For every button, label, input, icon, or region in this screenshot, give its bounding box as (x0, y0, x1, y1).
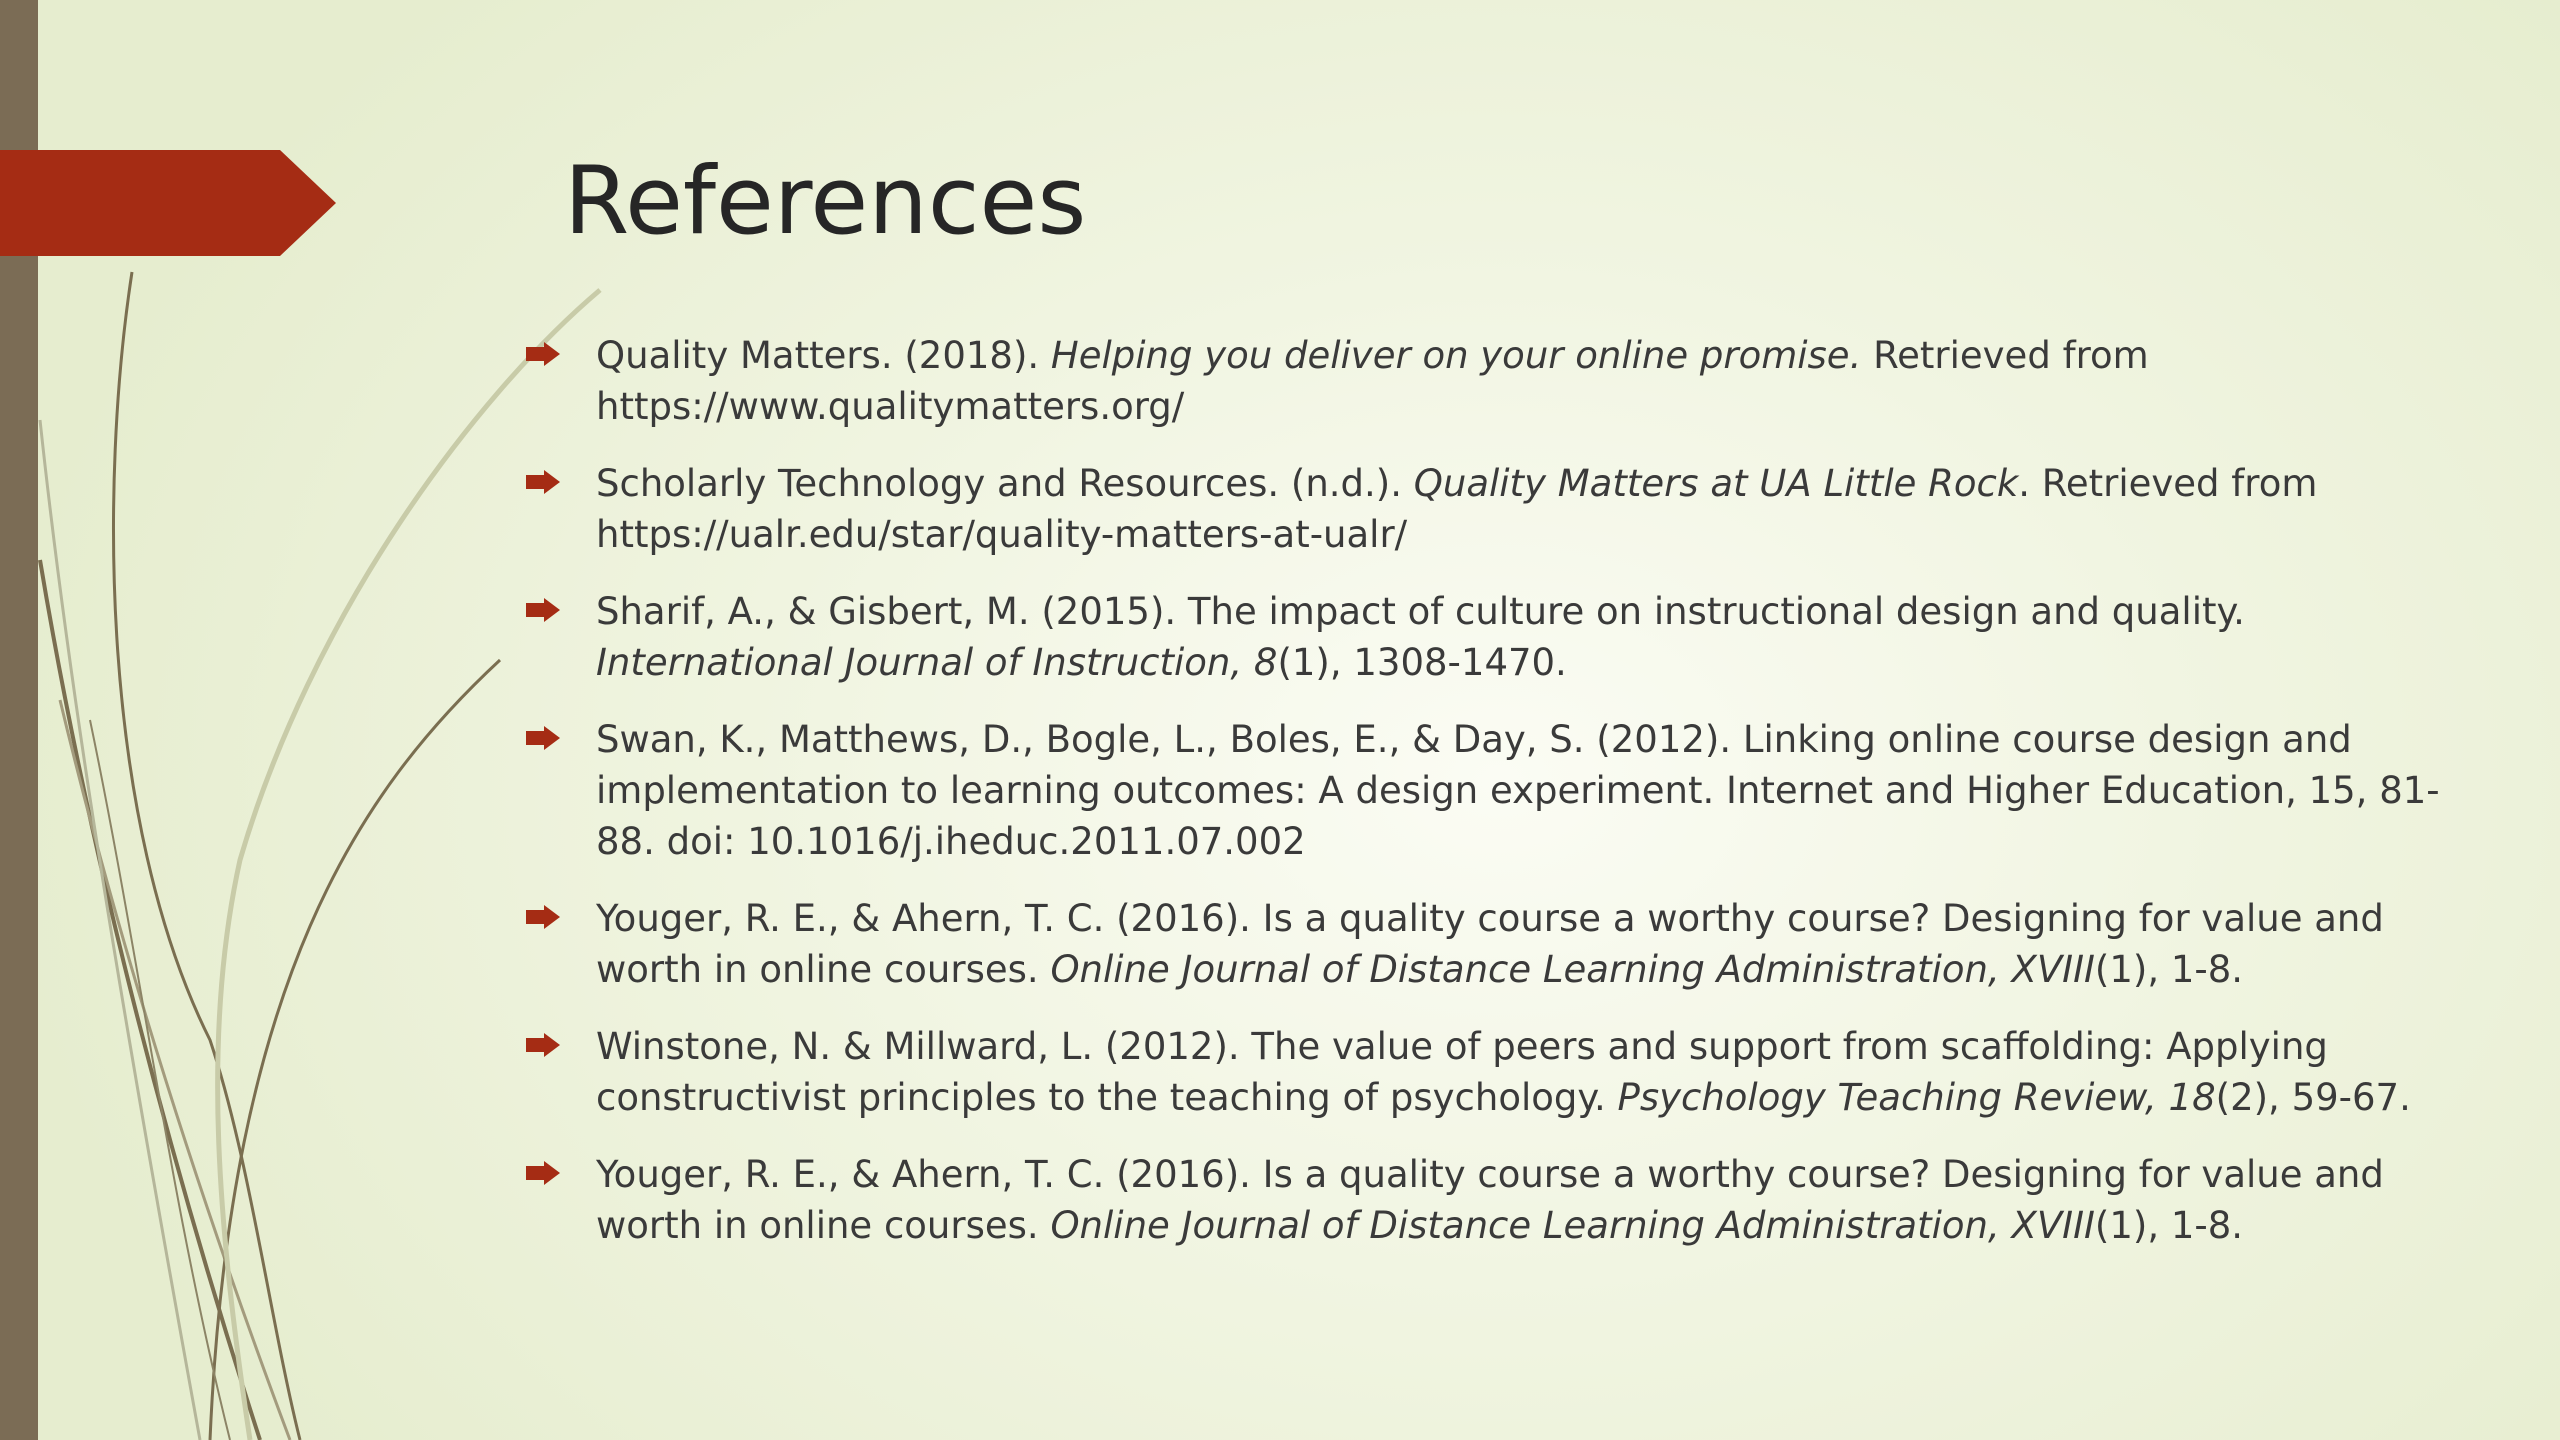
references-list (526, 330, 2446, 1277)
title-arrow-shape (0, 150, 336, 256)
arrow-bullet-icon (526, 342, 560, 366)
list-item: Youger, R. E., & Ahern, T. C. (2016). Is a quality course a worthy course? Designing for value and worth in online courses. Online Journal of Distance Learning Administration, XVIII(1), 1-8. (526, 1149, 2446, 1251)
list-item: Scholarly Technology and Resources. (n.d.). Quality Matters at UA Little Rock. Retrieved from https://ualr.edu/star/quality-matters-at-ualr/ (526, 458, 2446, 560)
list-item: Youger, R. E., & Ahern, T. C. (2016). Is a quality course a worthy course? Designing for value and worth in online courses. Online Journal of Distance Learning Administration, XVIII(1), 1-8. (526, 893, 2446, 995)
arrow-bullet-icon (526, 1161, 560, 1185)
arrow-bullet-icon (526, 470, 560, 494)
arrow-bullet-icon (526, 1033, 560, 1057)
arrow-bullet-icon (526, 598, 560, 622)
list-item: Quality Matters. (2018). Helping you deliver on your online promise. Retrieved from https://www.qualitymatters.org/ (526, 330, 2446, 432)
arrow-bullet-icon (526, 726, 560, 750)
arrow-bullet-icon (526, 905, 560, 929)
list-item: Winstone, N. & Millward, L. (2012). The value of peers and support from scaffolding: Applying constructivist principles to the teaching of psychology. Psychology Teaching Review, 18(2), 59-67. (526, 1021, 2446, 1123)
list-item: Swan, K., Matthews, D., Bogle, L., Boles, E., & Day, S. (2012). Linking online course design and implementation to learning outcomes: A design experiment. Internet and Higher Education, 15, 81-88. doi: 10.1016/j.iheduc.2011.07.002 (526, 714, 2446, 867)
slide-title: References (564, 147, 1087, 256)
list-item: Sharif, A., & Gisbert, M. (2015). The impact of culture on instructional design and quality. International Journal of Instruction, 8(1), 1308-1470. (526, 586, 2446, 688)
